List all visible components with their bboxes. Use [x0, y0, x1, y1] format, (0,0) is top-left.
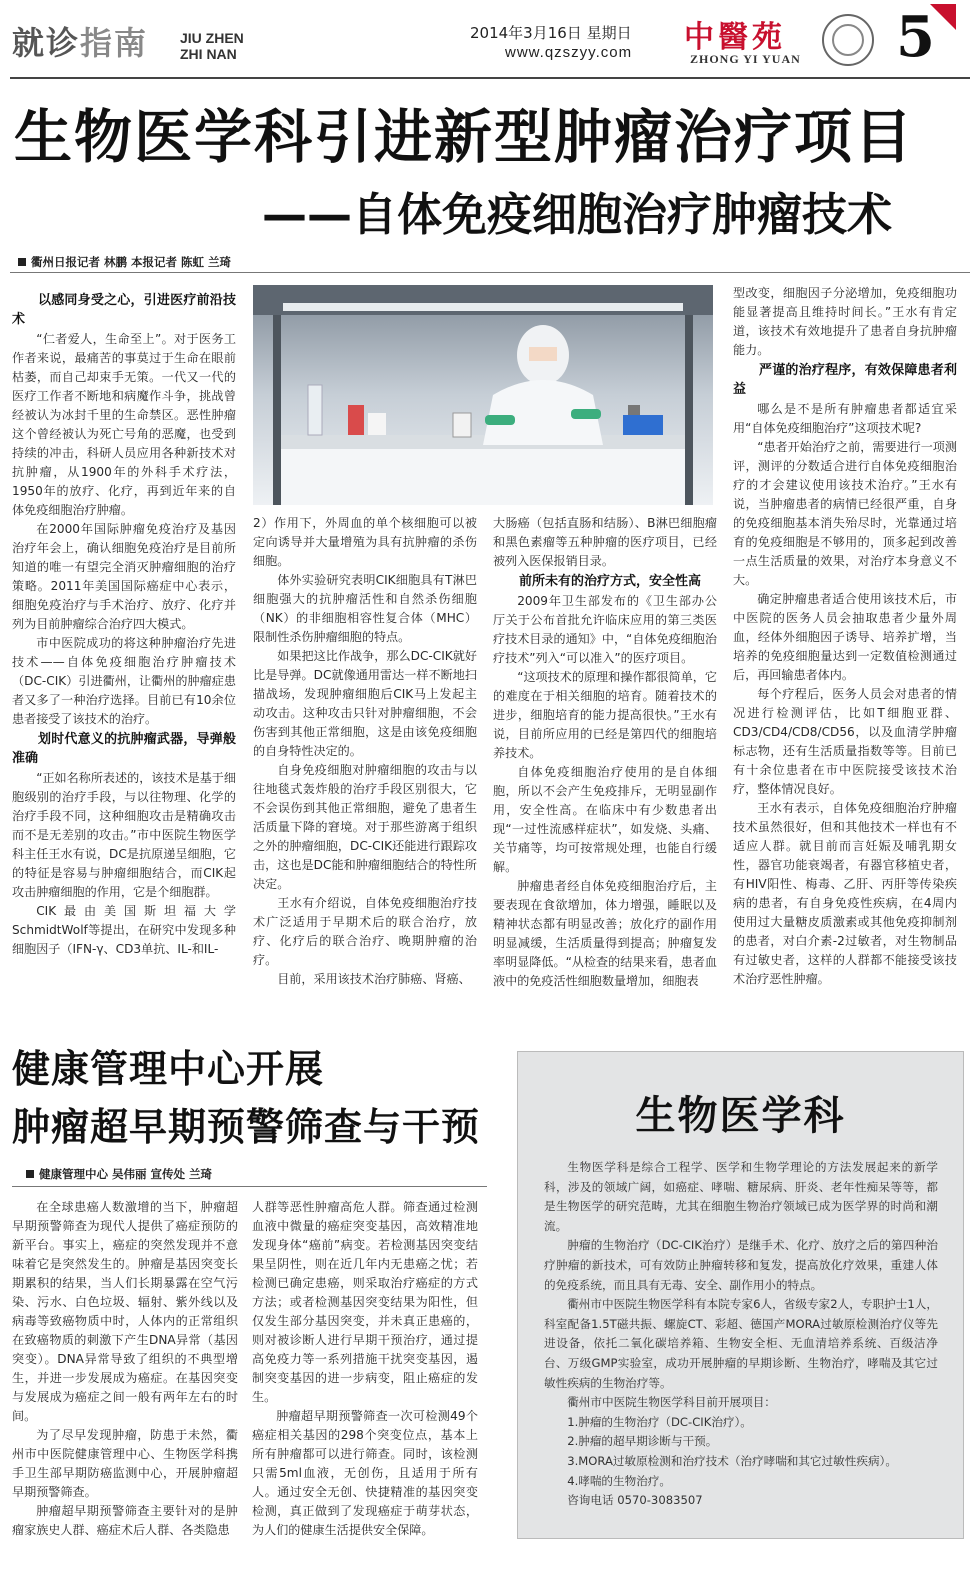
- brand-logo: 中醫苑: [684, 20, 786, 55]
- paragraph: 自身免疫细胞对肿瘤细胞的攻击与以往地毯式轰炸般的治疗手段区别很大，它不会误伤到其他正常细胞，避免了患者生活质量下降的窘境。对于那些游离于组织之外的肿瘤细胞，DC-CIK还能进行跟踪攻击，这也是DC能和肿瘤细胞结合的特性所决定。: [253, 763, 477, 891]
- sidebar-list-item: 2.肿瘤的超早期诊断与干预。: [567, 1434, 718, 1449]
- article1-column-2: [253, 514, 477, 989]
- section-subheading: 严谨的治疗程序，有效保障患者利益: [733, 363, 957, 397]
- article1-byline: 衢州日报记者 林鹏 本报记者 陈虹 兰琦: [18, 254, 231, 270]
- page-header: [0, 0, 980, 78]
- section-subheading: 前所未有的治疗方式，安全性高: [519, 574, 702, 589]
- sidebar-phone: 咨询电话 0570-3083507: [567, 1493, 703, 1508]
- paragraph: 体外实验研究表明CIK细胞具有T淋巴细胞强大的抗肿瘤活性和自然杀伤细胞（NK）的非细胞相容性复合体（MHC）限制性杀伤肿瘤细胞的特点。: [253, 573, 477, 644]
- sidebar-paragraph: 衢州市中医院生物医学科有本院专家6人，省级专家2人，专职护士1人，科室配备1.5T磁共振、螺旋CT、彩超、德国产MORA过敏原检测治疗仪等先进设备，依托二氧化碳培养箱、生物安全柜、无血清培养系统、百级洁净台、万级GMP实验室，成功开展肿瘤的早期诊断、生物治疗，哮喘及其它过敏性疾病的生物治疗等。: [544, 1297, 938, 1390]
- byline-divider: [10, 272, 970, 273]
- article2-column-2: [252, 1198, 478, 1540]
- issue-url: www.qzszyy.com: [505, 44, 633, 61]
- paragraph-continued: 型改变，细胞因子分泌增加，免疫细胞功能显著提高且维持时间长。”王水有肯定道，该技术有效地提升了患者自身抗肿瘤能力。: [733, 286, 957, 357]
- paragraph: 肿瘤患者经自体免疫细胞治疗后，主要表现在食欲增加，体力增强，睡眠以及精神状态都有明显改善；放化疗的副作用明显减缓，生活质量得到提高；肿瘤复发率明显降低。“从检查的结果来看，患者血液中的免疫活性细胞数量增加，细胞表: [493, 879, 717, 988]
- sidebar-paragraph: 生物医学科是综合工程学、医学和生物学理论的方法发展起来的新学科，涉及的领域广阔，如癌症、哮喘、糖尿病、肝炎、老年性痴呆等等，都是生物医学的研究范畴，尤其在细胞生物治疗领域已成为医学界的时尚和潮流。: [544, 1160, 938, 1233]
- hospital-seal-icon: [822, 14, 874, 66]
- paragraph: 确定肿瘤患者适合使用该技术后，市中医院的医务人员会抽取患者少量外周血，经体外细胞因子诱导、培养扩增，当培养的免疫细胞量达到一定数值检测通过后，再回输患者体内。: [733, 592, 957, 682]
- brand-pinyin: ZHONG YI YUAN: [690, 52, 801, 66]
- paragraph: “仁者爱人，生命至上”。对于医务工作者来说，最痛苦的事莫过于生命在眼前枯萎，而自己却束手无策。一代又一代的医疗工作者不断地和病魔作斗争，挑战曾经被认为冰封千里的生命禁区。恶性肿瘤这个曾经被认为死亡号角的恶魔，也受到持续的冲击，科研人员应用各种新技术对抗肿瘤，从1900年的外科手术疗法，1950年的放疗、化疗，再到近年来的自体免疫细胞治疗肿瘤。: [12, 332, 236, 517]
- paragraph-continued: 2）作用下，外周血的单个核细胞可以被定向诱导并大量增殖为具有抗肿瘤的杀伤细胞。: [253, 516, 477, 568]
- article2-byline-divider: [12, 1186, 487, 1187]
- sidebar-paragraph: 衢州市中医院生物医学科目前开展项目：: [567, 1395, 776, 1410]
- article2-byline: 健康管理中心 吴伟丽 宣传处 兰琦: [26, 1166, 212, 1182]
- paragraph: 在全球患癌人数激增的当下，肿瘤超早期预警筛查为现代人提供了癌症预防的新平台。事实上，癌症的突然发现并不意味着它是突然发生的。肿瘤是基因突变长期累积的结果，当人们长期暴露在空气污染、污水、白色垃圾、辐射、紫外线以及病毒等致癌物质中时，人体内的正常组织在致癌物质的刺激下产生DNA异常（基因突变）。DNA异常导致了组织的不典型增生，并进一步发展成为癌症。在基因突变与发展成为癌症之间一般有两年左右的时间。: [12, 1200, 238, 1423]
- paragraph: 如果把这比作战争，那么DC-CIK就好比是导弹。DC就像通用雷达一样不断地扫描战场，发现肿瘤细胞后CIK马上发起主动攻击。这种攻击只针对肿瘤细胞，不会伤害到其他正常细胞，这是由该免疫细胞的自身特性决定的。: [253, 649, 477, 758]
- article1-column-4: [733, 284, 957, 989]
- article1-subtitle: ——自体免疫细胞治疗肿瘤技术: [262, 188, 893, 241]
- paragraph-continued: 人群等恶性肿瘤高危人群。筛查通过检测血液中微量的癌症突变基因，高效精准地发现身体“癌前”病变。若检测基因突变结果呈阴性，则在近几年内无患癌之忧；若检测已确定患癌，则采取治疗癌症的方式方法；或者检测基因突变结果为阳性，但仅发生部分基因突变，并未真正患癌的，则对被诊断人进行早期干预治疗，通过提高免疫力等一系列措施干扰突变基因，遏制突变基因的进一步病变，阻止癌症的发生。: [252, 1200, 478, 1404]
- sidebar-body: [544, 1158, 938, 1511]
- section-subheading: 划时代意义的抗肿瘤武器，导弹般准确: [12, 732, 236, 766]
- paragraph: “这项技术的原理和操作都很简单，它的难度在于相关细胞的培育。随着技术的进步，细胞培育的能力提高很快。”王水有说，目前所应用的已经是第四代的细胞培养技术。: [493, 670, 717, 760]
- article2-title-line2: 肿瘤超早期预警筛查与干预: [12, 1105, 481, 1149]
- paragraph: 哪么是不是所有肿瘤患者都适宜采用“自体免疫细胞治疗”这项技术呢?: [733, 402, 957, 435]
- paragraph: 自体免疫细胞治疗使用的是自体细胞，所以不会产生免疫排斥，无明显副作用，安全性高。在临床中有少数患者出现“一过性流感样症状”，如发烧、头痛、关节痛等，均可按常规处理，也能自行缓解。: [493, 765, 717, 874]
- lab-photo-illustration: [253, 285, 713, 505]
- paragraph: “正如名称所表述的，该技术是基于细胞级别的治疗手段，与以往物理、化学的治疗手段不同，这种细胞攻击是精确攻击而不是无差别的攻击。”市中医院生物医学科主任王水有说，DC是抗原递呈细胞，它的特征是容易与肿瘤细胞结合，而CIK起攻击肿瘤细胞的作用，它是个细胞群。: [12, 771, 236, 899]
- article2-column-1: [12, 1198, 238, 1540]
- paragraph: 王水有介绍说，自体免疫细胞治疗技术广泛适用于早期术后的联合治疗，放疗、化疗后的联合治疗、晚期肿瘤的治疗。: [253, 896, 477, 967]
- article1-column-1: [12, 290, 236, 959]
- paragraph: 在2000年国际肿瘤免疫治疗及基因治疗年会上，确认细胞免疫治疗是目前所知道的唯一有望完全消灭肿瘤细胞的治疗策略。2011年美国国际癌症中心表示，细胞免疫治疗与手术治疗、放疗、化疗并列为目前肿瘤综合治疗四大模式。: [12, 522, 236, 631]
- paragraph: 王水有表示，自体免疫细胞治疗肿瘤技术虽然很好，但和其他技术一样也有不适应人群。就目前而言妊娠及哺乳期女性，器官功能衰竭者，有器官移植史者，有HIV阳性、梅毒、乙肝、丙肝等传染疾病的患者，有自身免疫性疾病，在4周内使用过大量糖皮质激素或其他免疫抑制剂的患者，对白介素-2过敏者，对生物制品有过敏史者，这样的人群都不能接受该技术治疗恶性肿瘤。: [733, 801, 957, 986]
- sidebar-list-item: 3.MORA过敏原检测和治疗技术（治疗哮喘和其它过敏性疾病）。: [567, 1453, 897, 1468]
- article1-column-3: [493, 514, 717, 991]
- paragraph: “患者开始治疗之前，需要进行一项测评，测评的分数适合进行自体免疫细胞治疗的才会建议使用该技术治疗。”王水有说，当肿瘤患者的病情已经很严重，自身的免疫细胞基本消失殆尽时，光靠通过培育的免疫细胞是不够用的，顶多起到改善一点生活质量的效果，对治疗本身意义不大。: [733, 440, 957, 587]
- paragraph-continued: 大肠癌（包括直肠和结肠）、B淋巴细胞瘤和黑色素瘤等五种肿瘤的医疗项目，已经被列入医保报销目录。: [493, 516, 717, 568]
- paragraph: 2009年卫生部发布的《卫生部办公厅关于公布首批允许临床应用的第三类医疗技术目录的通知》中，“自体免疫细胞治疗技术”列入“可以准入”的医疗项目。: [493, 594, 717, 665]
- lab-photo: [253, 285, 713, 505]
- section-name: 就诊指南: [12, 24, 149, 62]
- paragraph: 肿瘤超早期预警筛查一次可检测49个癌症相关基因的298个突变位点，基本上所有肿瘤都可以进行筛查。同时，该检测只需5ml血液，无创伤，且适用于所有人。通过安全无创、快捷精准的基因突变检测，真正做到了发现癌症于萌芽状态，为人们的健康生活提供安全保障。: [252, 1409, 478, 1537]
- sidebar-box: [517, 1051, 964, 1539]
- corner-triangle-icon: [930, 4, 956, 30]
- paragraph: 每个疗程后，医务人员会对患者的情况进行检测评估，比如T细胞亚群、CD3/CD4/CD8/CD56，以及血清学肿瘤标志物，还有生活质量指数等等。目前已有十余位患者在市中医院接受该技术治疗，整体情况良好。: [733, 687, 957, 796]
- paragraph: 市中医院成功的将这种肿瘤治疗先进技术——自体免疫细胞治疗肿瘤技术（DC-CIK）引进衢州，让衢州的肿瘤症患者又多了一种治疗选择。目前已有10余位患者接受了该技术的治疗。: [12, 636, 236, 726]
- article2-title-line1: 健康管理中心开展: [12, 1047, 325, 1091]
- article1-title: 生物医学科引进新型肿瘤治疗项目: [14, 103, 915, 171]
- paragraph: 目前，采用该技术治疗肺癌、肾癌、: [277, 972, 471, 986]
- sidebar-list-item: 4.哮喘的生物治疗。: [567, 1473, 671, 1488]
- issue-date: 2014年3月16日 星期日: [470, 24, 632, 42]
- page-number: 5: [896, 4, 935, 70]
- sidebar-list-item: 1.肿瘤的生物治疗（DC-CIK治疗）。: [567, 1414, 752, 1429]
- paragraph: 肿瘤超早期预警筛查主要针对的是肿瘤家族史人群、癌症术后人群、各类隐患: [12, 1504, 238, 1537]
- paragraph: CIK最由美国斯坦福大学SchmidtWolf等提出，在研究中发现多种细胞因子（IFN-γ、CD3单抗、IL-和IL-: [12, 904, 236, 956]
- sidebar-paragraph: 肿瘤的生物治疗（DC-CIK治疗）是继手术、化疗、放疗之后的第四种治疗肿瘤的新技术，可有效防止肿瘤转移和复发，提高放化疗效果，重建人体的免疫系统，而且具有无毒、安全、副作用小的特点。: [544, 1238, 938, 1292]
- paragraph: 为了尽早发现肿瘤，防患于未然，衢州市中医院健康管理中心、生物医学科携手卫生部早期防癌监测中心，开展肿瘤超早期预警筛查。: [12, 1428, 238, 1499]
- section-subheading: 以感同身受之心，引进医疗前沿技术: [12, 293, 236, 327]
- section-pinyin: JIU ZHEN ZHI NAN: [180, 30, 244, 62]
- header-divider: [10, 77, 970, 79]
- sidebar-title: 生物医学科: [635, 1093, 846, 1139]
